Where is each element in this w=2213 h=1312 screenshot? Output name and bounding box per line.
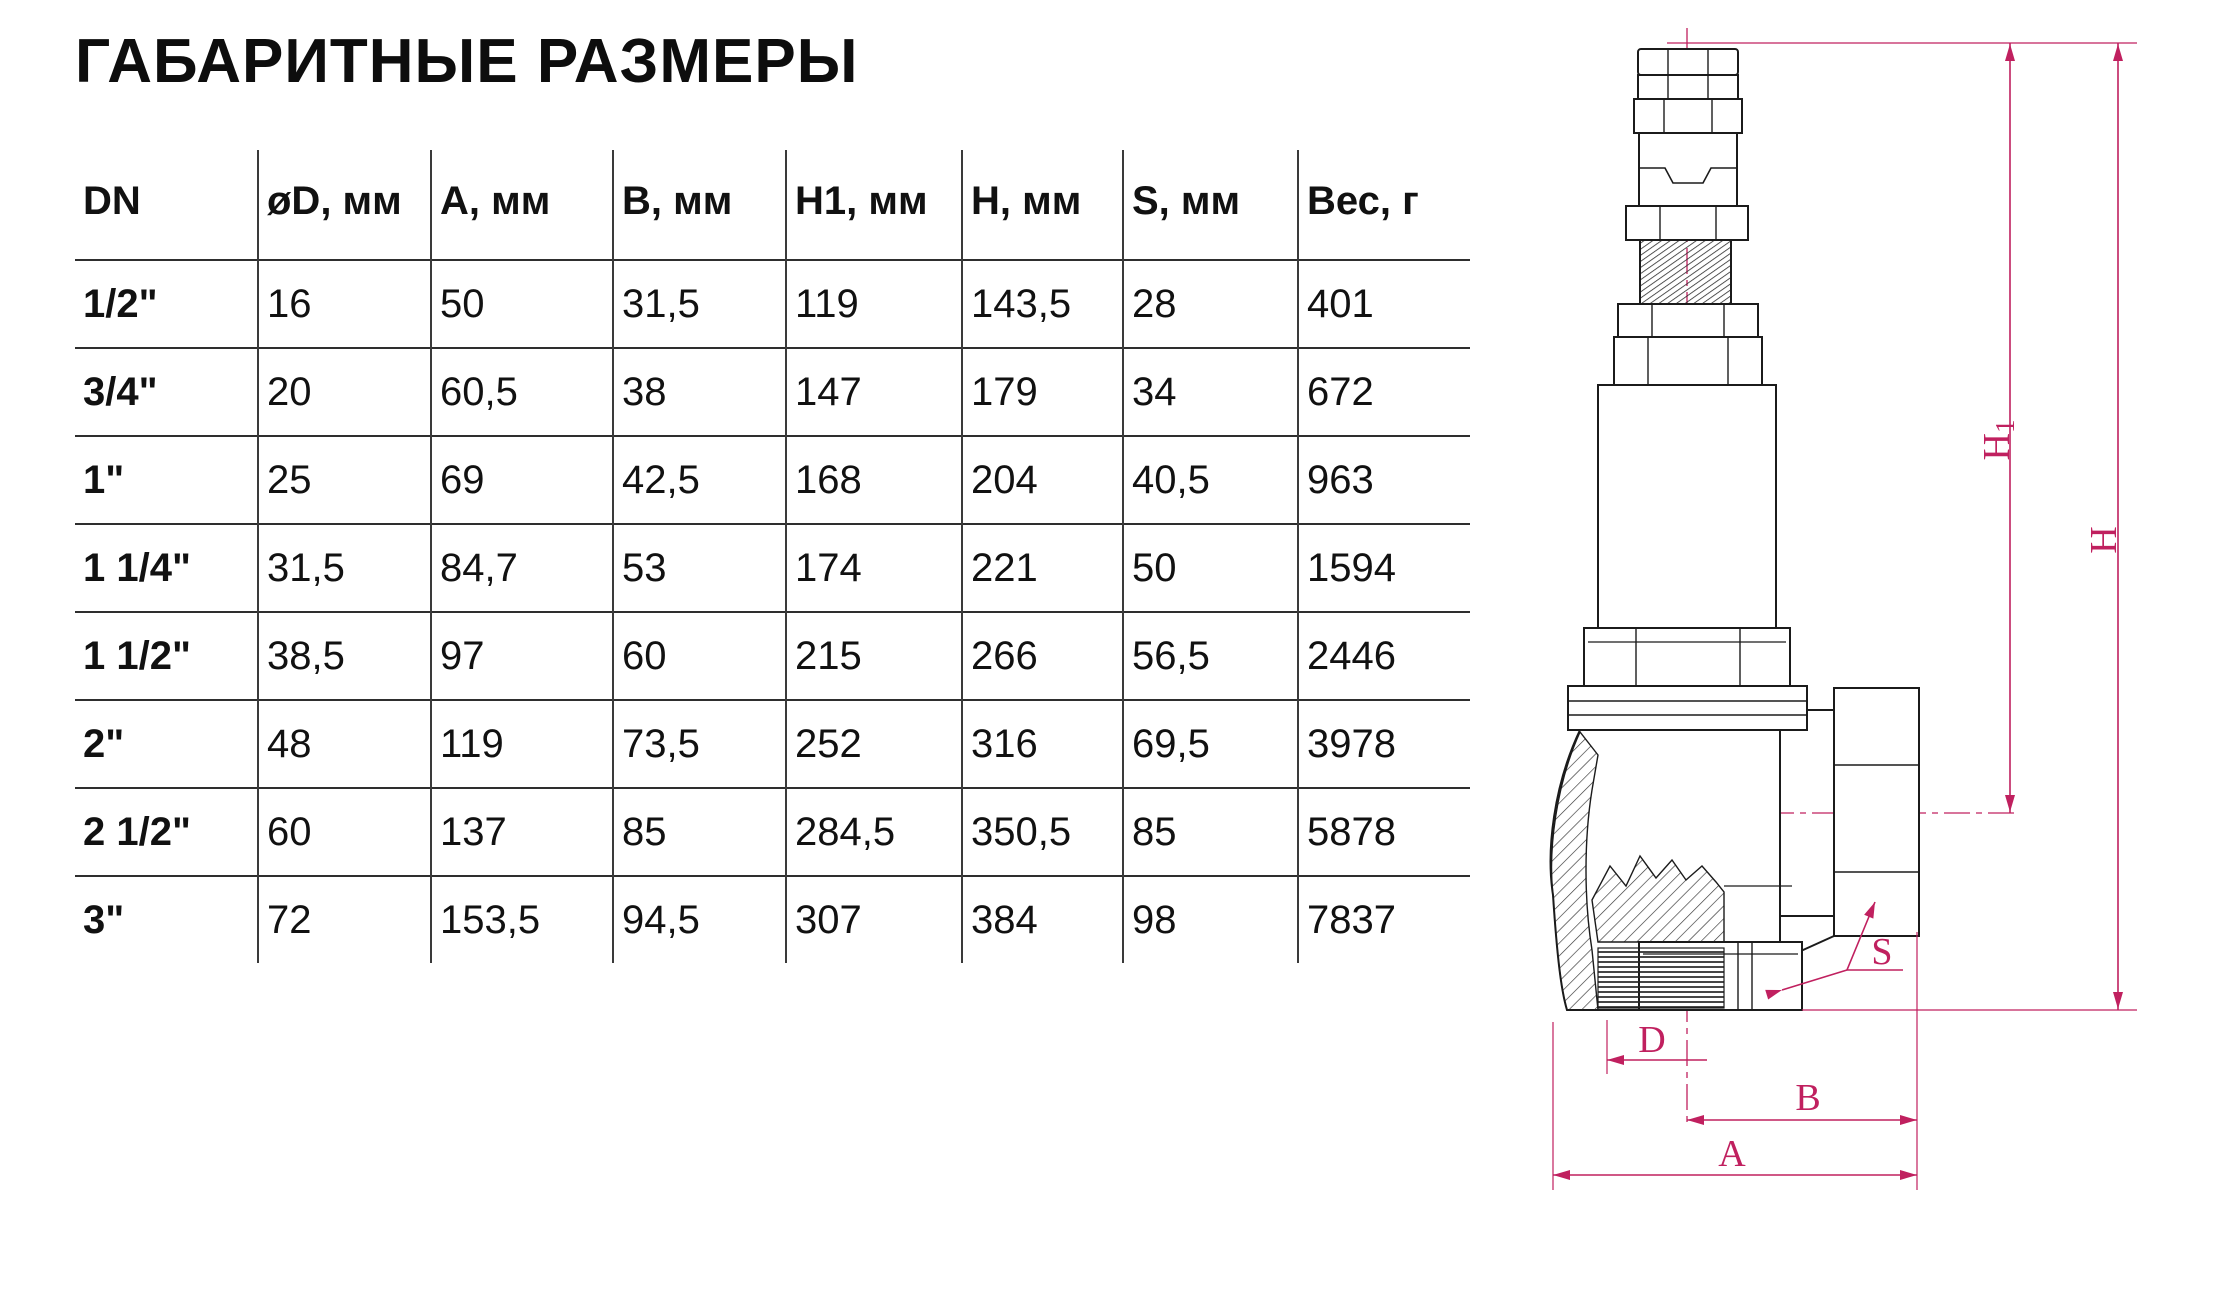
cell-value: 672 xyxy=(1298,348,1470,436)
table-row xyxy=(75,260,1470,348)
cell-value: 94,5 xyxy=(613,876,786,963)
cell-value: 69,5 xyxy=(1123,700,1298,788)
flange xyxy=(1568,686,1807,730)
cell-value: 31,5 xyxy=(613,260,786,348)
cell-value: 50 xyxy=(431,260,613,348)
column-header: Вес, г xyxy=(1298,150,1470,260)
table-row xyxy=(75,348,1470,436)
table-row xyxy=(75,876,1470,963)
column-header: S, мм xyxy=(1123,150,1298,260)
cell-value: 119 xyxy=(786,260,962,348)
cell-value: 60,5 xyxy=(431,348,613,436)
cell-value: 221 xyxy=(962,524,1123,612)
cell-value: 204 xyxy=(962,436,1123,524)
dim-label-d: D xyxy=(1638,1019,1666,1061)
cell-value: 28 xyxy=(1123,260,1298,348)
cell-value: 53 xyxy=(613,524,786,612)
cell-value: 5878 xyxy=(1298,788,1470,876)
cell-value: 147 xyxy=(786,348,962,436)
cell-value: 119 xyxy=(431,700,613,788)
dim-label-s: S xyxy=(1871,931,1893,973)
cell-value: 137 xyxy=(431,788,613,876)
cell-value: 38 xyxy=(613,348,786,436)
cell-value: 2446 xyxy=(1298,612,1470,700)
cell-value: 42,5 xyxy=(613,436,786,524)
cell-value: 56,5 xyxy=(1123,612,1298,700)
cell-value: 25 xyxy=(258,436,431,524)
cell-value: 72 xyxy=(258,876,431,963)
cell-value: 401 xyxy=(1298,260,1470,348)
cell-value: 20 xyxy=(258,348,431,436)
cell-value: 60 xyxy=(613,612,786,700)
cell-value: 384 xyxy=(962,876,1123,963)
column-header: øD, мм xyxy=(258,150,431,260)
lock-nut xyxy=(1626,206,1748,240)
dim-label-b: B xyxy=(1795,1077,1821,1119)
cell-dn: 3" xyxy=(75,876,258,963)
gland-hex xyxy=(1614,337,1762,385)
cell-value: 48 xyxy=(258,700,431,788)
stem-top-nut xyxy=(1638,49,1738,75)
stem-hex xyxy=(1634,99,1742,133)
cell-value: 266 xyxy=(962,612,1123,700)
cell-value: 316 xyxy=(962,700,1123,788)
column-header: DN xyxy=(83,179,141,223)
table-row xyxy=(75,524,1470,612)
cell-value: 98 xyxy=(1123,876,1298,963)
cell-value: 84,7 xyxy=(431,524,613,612)
cell-dn: 2" xyxy=(75,700,258,788)
cell-value: 179 xyxy=(962,348,1123,436)
table-header-row xyxy=(75,150,1470,260)
table-row xyxy=(75,436,1470,524)
cell-value: 16 xyxy=(258,260,431,348)
table-row xyxy=(75,788,1470,876)
cell-value: 1594 xyxy=(1298,524,1470,612)
cell-value: 85 xyxy=(613,788,786,876)
cell-value: 153,5 xyxy=(431,876,613,963)
cell-value: 34 xyxy=(1123,348,1298,436)
cell-value: 215 xyxy=(786,612,962,700)
cell-value: 73,5 xyxy=(613,700,786,788)
column-header: H, мм xyxy=(962,150,1123,260)
cell-dn: 1/2" xyxy=(75,260,258,348)
cell-value: 168 xyxy=(786,436,962,524)
cell-value: 307 xyxy=(786,876,962,963)
spring-housing xyxy=(1598,385,1776,628)
column-header: H1, мм xyxy=(786,150,962,260)
cell-value: 252 xyxy=(786,700,962,788)
cell-value: 50 xyxy=(1123,524,1298,612)
threaded-stud xyxy=(1640,240,1731,304)
adjusting-cap xyxy=(1639,133,1737,206)
cell-value: 60 xyxy=(258,788,431,876)
table-row xyxy=(75,700,1470,788)
cell-dn: 1 1/2" xyxy=(75,612,258,700)
cell-value: 284,5 xyxy=(786,788,962,876)
cell-value: 963 xyxy=(1298,436,1470,524)
valve-technical-drawing xyxy=(1540,20,2200,1300)
cell-value: 143,5 xyxy=(962,260,1123,348)
dim-label-a: A xyxy=(1718,1133,1746,1175)
cell-value: 7837 xyxy=(1298,876,1470,963)
dimensions-table xyxy=(75,150,1470,963)
cell-value: 174 xyxy=(786,524,962,612)
cell-value: 69 xyxy=(431,436,613,524)
cell-dn: 1 1/4" xyxy=(75,524,258,612)
page-title: ГАБАРИТНЫЕ РАЗМЕРЫ xyxy=(75,27,859,96)
cell-value: 38,5 xyxy=(258,612,431,700)
table-row xyxy=(75,612,1470,700)
cell-dn: 3/4" xyxy=(75,348,258,436)
column-header: A, мм xyxy=(431,150,613,260)
cell-value: 350,5 xyxy=(962,788,1123,876)
cell-value: 40,5 xyxy=(1123,436,1298,524)
outlet-coupling-nut xyxy=(1834,688,1919,936)
cell-value: 97 xyxy=(431,612,613,700)
cell-value: 31,5 xyxy=(258,524,431,612)
bonnet-hex-nut xyxy=(1584,628,1790,686)
dim-label-h1: H1 xyxy=(1976,419,2020,461)
dim-label-h: H xyxy=(2083,526,2125,554)
valve-outline xyxy=(1551,49,1919,1010)
cell-dn: 1" xyxy=(75,436,258,524)
cell-value: 85 xyxy=(1123,788,1298,876)
cell-dn: 2 1/2" xyxy=(75,788,258,876)
cell-value: 3978 xyxy=(1298,700,1470,788)
inlet-thread-section xyxy=(1598,948,1724,1008)
column-header: B, мм xyxy=(613,150,786,260)
